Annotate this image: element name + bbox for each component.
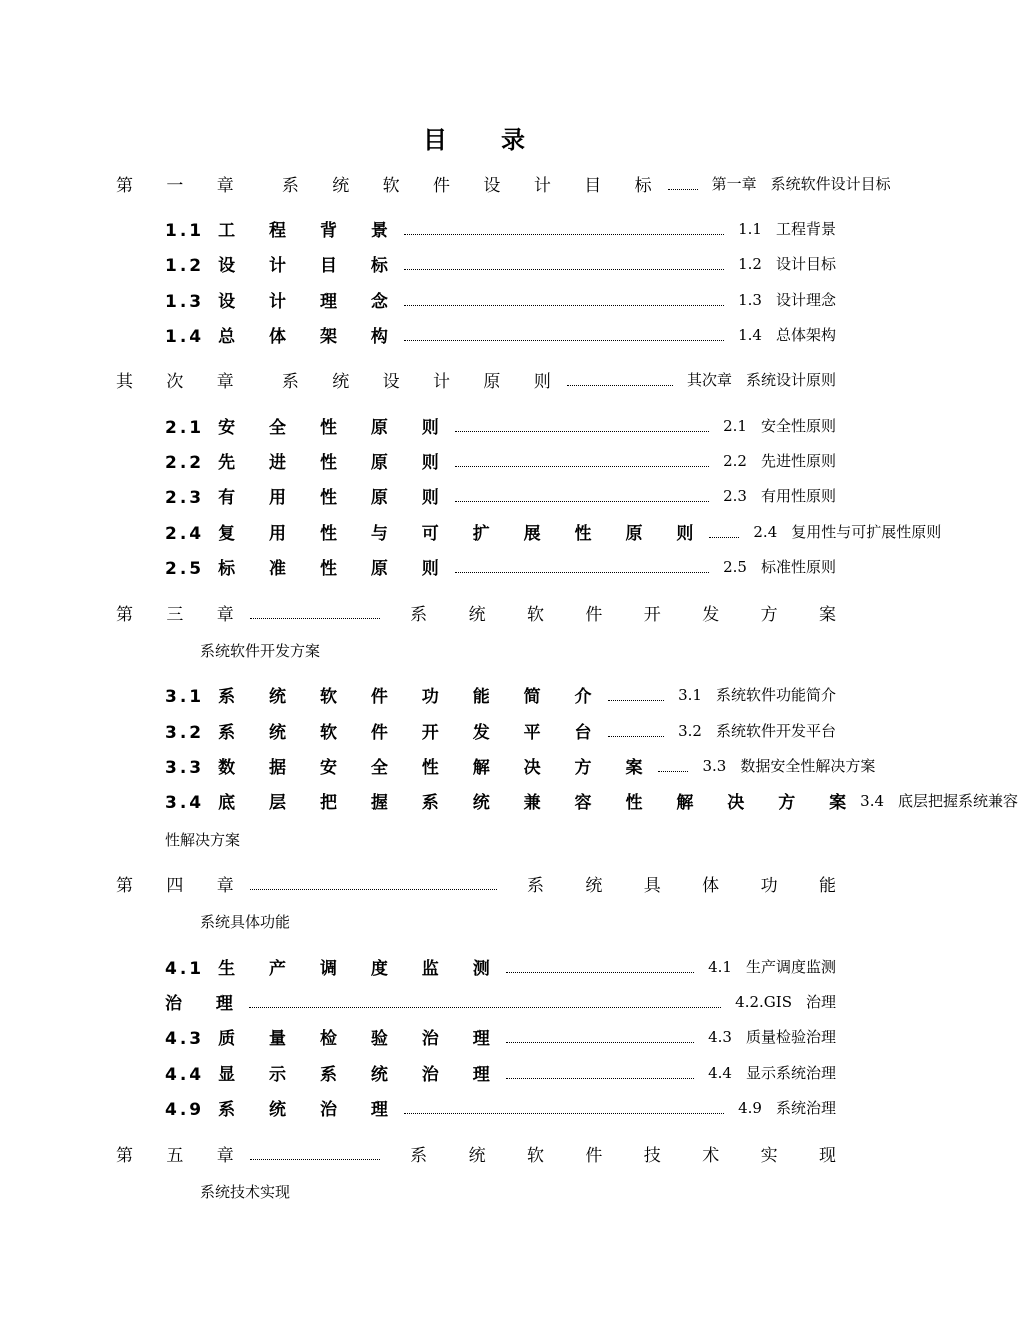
dot-leader [506,1042,694,1043]
dot-leader [709,537,739,538]
toc-entry-2-3[interactable] [165,481,836,509]
page-ref: 2.4 复用性与可扩展性原则 [753,522,942,541]
dot-leader [250,1159,380,1160]
toc-title-char-1: 目 [423,125,449,154]
section-label: 治 理 [165,993,247,1014]
dot-leader [668,189,698,190]
page-ref-wrapped: 系统软件开发方案 [200,642,321,660]
page-ref: 3.1 系统软件功能简介 [678,685,836,704]
toc-entry-3-2[interactable] [165,716,836,744]
dot-leader [608,700,665,701]
dot-leader [455,501,709,502]
toc-entry-2-2[interactable] [165,446,836,474]
page-ref: 其次章 系统设计原则 [686,370,836,389]
page-ref: 3.2 系统软件开发平台 [678,721,836,740]
dot-leader [250,889,497,890]
toc-entry-chapter-2[interactable] [116,365,836,393]
chapter-title: 系 统 具 体 功 能 [526,875,854,896]
chapter-title: 系 统 软 件 技 术 实 现 [410,1145,854,1166]
section-label: 3.2 系 统 软 件 开 发 平 台 [165,722,606,743]
dot-leader [455,466,709,467]
dot-leader [658,771,688,772]
page-ref: 2.2 先进性原则 [723,451,836,470]
chapter-number: 第 三 章 [116,604,248,625]
toc-entry-chapter-3[interactable] [116,598,854,626]
dot-leader [455,572,709,573]
toc-entry-3-4[interactable] [165,786,1018,814]
page-ref: 4.9 系统治理 [738,1098,836,1117]
section-label: 1.4 总 体 架 构 [165,326,402,347]
toc-entry-chapter-5[interactable] [116,1139,854,1167]
page-ref: 2.1 安全性原则 [723,416,836,435]
toc-entry-chapter-4[interactable] [116,869,854,897]
chapter-number: 第 一 章 [116,175,248,196]
section-label: 4.9 系 统 治 理 [165,1099,402,1120]
page-ref: 1.3 设计理念 [738,290,836,309]
toc-entry-4-3[interactable] [165,1022,836,1050]
chapter-number: 其 次 章 [116,371,248,392]
page-ref: 2.3 有用性原则 [723,486,836,505]
toc-entry-4-1[interactable] [165,952,836,980]
page-ref: 4.2.GIS 治理 [735,992,836,1011]
chapter-title: 系 统 软 件 设 计 目 标 [281,175,666,196]
page-ref: 4.4 显示系统治理 [708,1063,836,1082]
dot-leader [455,431,709,432]
page-ref: 1.1 工程背景 [738,219,836,238]
section-label: 1.2 设 计 目 标 [165,255,402,276]
toc-entry-2-4[interactable] [165,517,942,545]
dot-leader [404,340,724,341]
chapter-number: 第 四 章 [116,875,248,896]
section-label: 2.5 标 准 性 原 则 [165,558,453,579]
dot-leader [250,618,380,619]
section-label: 4.3 质 量 检 验 治 理 [165,1028,504,1049]
page-ref: 3.3 数据安全性解决方案 [702,756,876,775]
section-label: 2.4 复 用 性 与 可 扩 展 性 原 则 [165,523,708,544]
page-ref: 4.1 生产调度监测 [708,957,836,976]
toc-entry-1-2[interactable] [165,249,836,277]
dot-leader [404,305,724,306]
section-label: 2.2 先 进 性 原 则 [165,452,453,473]
chapter-title: 系 统 设 计 原 则 [281,371,565,392]
page-ref-wrapped: 性解决方案 [165,831,241,849]
page-ref: 1.4 总体架构 [738,325,836,344]
chapter-number: 第 五 章 [116,1145,248,1166]
toc-entry-1-1[interactable] [165,214,836,242]
section-label: 2.1 安 全 性 原 则 [165,417,453,438]
toc-entry-1-3[interactable] [165,285,836,313]
dot-leader [608,736,665,737]
toc-entry-4-2[interactable] [165,987,836,1015]
page-ref-wrapped: 系统具体功能 [200,913,291,931]
chapter-title: 系 统 软 件 开 发 方 案 [410,604,854,625]
dot-leader [567,385,673,386]
section-label: 1.1 工 程 背 景 [165,220,402,241]
page-ref: 2.5 标准性原则 [723,557,836,576]
section-label: 4.1 生 产 调 度 监 测 [165,958,504,979]
page-ref: 3.4 底层把握系统兼容 [860,791,1018,810]
section-label: 1.3 设 计 理 念 [165,291,402,312]
section-label: 3.1 系 统 软 件 功 能 简 介 [165,686,606,707]
toc-entry-1-4[interactable] [165,320,836,348]
dot-leader [404,234,724,235]
toc-entry-3-1[interactable] [165,680,836,708]
section-label: 3.4 底 层 把 握 系 统 兼 容 性 解 决 方 案 [165,792,861,813]
toc-entry-3-3[interactable] [165,751,876,779]
dot-leader [506,1078,694,1079]
dot-leader [404,269,724,270]
section-label: 2.3 有 用 性 原 则 [165,487,453,508]
toc-entry-4-4[interactable] [165,1058,836,1086]
toc-entry-chapter-1[interactable] [116,169,891,197]
dot-leader [506,972,694,973]
section-label: 3.3 数 据 安 全 性 解 决 方 案 [165,757,657,778]
dot-leader [249,1007,721,1008]
dot-leader [404,1113,724,1114]
toc-title-char-2: 录 [501,125,527,154]
toc-entry-2-5[interactable] [165,552,836,580]
section-label: 4.4 显 示 系 统 治 理 [165,1064,504,1085]
page-ref: 4.3 质量检验治理 [708,1027,836,1046]
page-ref: 第一章 系统软件设计目标 [711,174,891,193]
page-ref: 1.2 设计目标 [738,254,836,273]
toc-entry-4-9[interactable] [165,1093,836,1121]
toc-entry-2-1[interactable] [165,411,836,439]
page-ref-wrapped: 系统技术实现 [200,1183,291,1201]
toc-title [0,120,950,155]
